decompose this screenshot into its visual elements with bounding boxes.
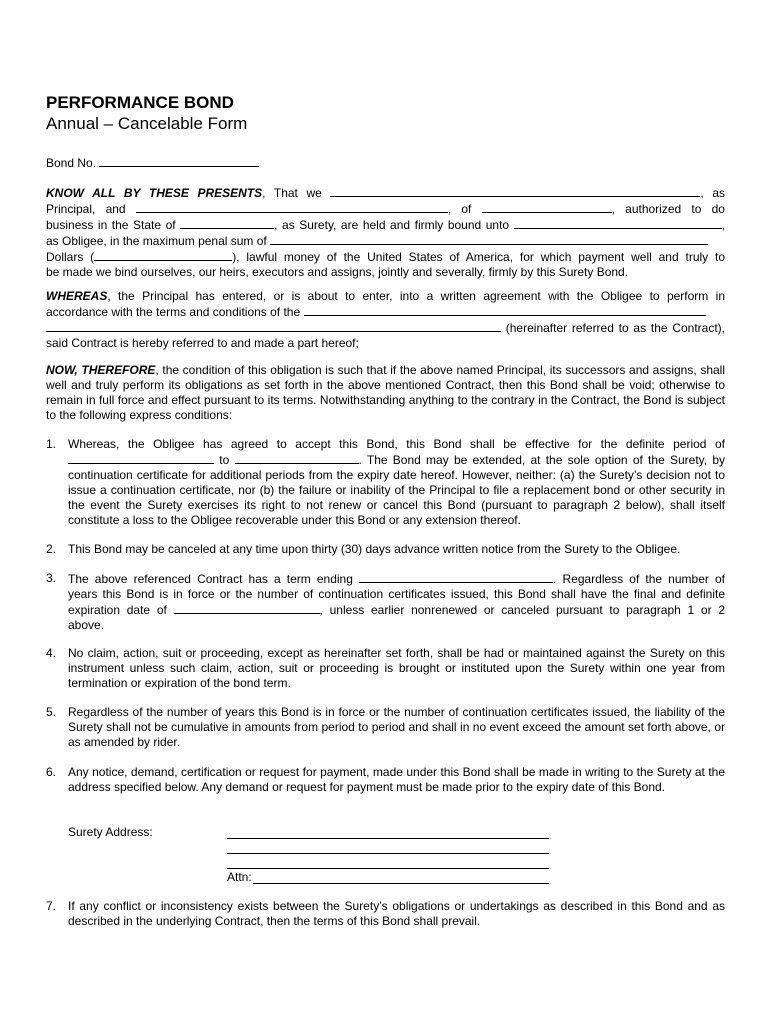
- item-number: 7.: [46, 899, 57, 913]
- know-text-10: Dollars (: [46, 250, 95, 264]
- know-text-9: as Obligee, in the maximum penal sum of: [46, 234, 267, 248]
- expiration-date-field[interactable]: [174, 602, 320, 614]
- item-2-text: This Bond may be canceled at any time upon thirty (30) days advance written notice from the Surety to the Obligee.: [68, 542, 681, 556]
- know-text-8: ,: [721, 218, 725, 232]
- contract-term-end-field[interactable]: [359, 571, 553, 583]
- item-3-text-a: The above referenced Contract has a term ending: [68, 572, 353, 586]
- item-4-text: No claim, action, suit or proceeding, except as hereinafter set forth, shall be had or maintained against the Surety on this instrument unless such claim, action, suit or proceeding is brought or instituted upon the Surety within one year from termination or expiration of the bond term.: [68, 646, 725, 690]
- item-number: 6.: [46, 765, 57, 779]
- bond-number-line: [46, 155, 725, 171]
- surety-address-line-2[interactable]: [227, 841, 549, 854]
- contract-description-field-1[interactable]: [304, 304, 706, 316]
- period-end-field[interactable]: [235, 452, 359, 464]
- whereas-text-2: accordance with the terms and conditions of the: [46, 305, 301, 319]
- whereas-text-3: (hereinafter referred to as the Contract),: [501, 321, 725, 335]
- item-7-text: If any conflict or inconsistency exists between the Surety’s obligations or undertakings as described in this Bond and as described in the underlying Contract, then the terms of this Bond shall prevail.: [68, 899, 725, 928]
- condition-item-6: [46, 765, 725, 795]
- know-all-paragraph: [46, 185, 725, 280]
- item-number: 5.: [46, 705, 57, 719]
- document-subtitle: Annual – Cancelable Form: [46, 114, 248, 133]
- surety-name-field[interactable]: [136, 201, 448, 213]
- surety-address-line-1[interactable]: [227, 826, 549, 839]
- surety-location-field[interactable]: [482, 201, 612, 213]
- whereas-paragraph: [46, 289, 725, 351]
- item-3-text-d: expiration date of: [68, 603, 167, 617]
- condition-item-7: [46, 899, 725, 929]
- now-therefore-text: , the condition of this obligation is such that if the above named Principal, its successors and assigns, shall well and truly perform its obligations as set forth in the above mentioned Contract, then this Bond shall be void; otherwise to remain in full force and effect pursuant to its terms. Notwithstanding anything to the contrary in the Contract, the Bond is subject to the following express conditions:: [46, 363, 726, 422]
- bond-number-label: Bond No.: [46, 156, 97, 170]
- know-text-4: , of: [447, 202, 472, 216]
- know-text-1: , That we: [262, 186, 322, 200]
- principal-name-field[interactable]: [330, 185, 700, 197]
- item-3-text-c: years this Bond is in force or the number of continuation certificates issued, this Bond shall have the final and definite: [68, 587, 725, 601]
- condition-item-1: [46, 437, 725, 528]
- surety-address-line-3[interactable]: [227, 856, 549, 869]
- item-1-text-a: Whereas, the Obligee has agreed to accept this Bond, this Bond shall be effective for the definite period of: [68, 437, 725, 451]
- know-text-7: , as Surety, are held and firmly bound unto: [274, 218, 510, 232]
- item-number: 1.: [46, 437, 57, 451]
- item-1-text-d: continuation certificate for additional periods from the expiry date hereof. However, neither: (a) the Surety’s decision not to issue a continuation certificate, nor (b) the failure or inability of the Principal to file a replacement bond or other security in the event the Surety exercises its right to not renew or cancel this Bond (pursuant to paragraph 2 below), shall itself constitute a loss to the Obligee recoverable under this Bond or any extension thereof.: [68, 468, 725, 527]
- condition-item-5: [46, 705, 725, 750]
- attn-field[interactable]: [253, 871, 549, 884]
- know-all-lead: KNOW ALL BY THESE PRESENTS: [46, 186, 263, 200]
- condition-item-2: [46, 542, 725, 557]
- item-3-text-b: . Regardless of the number of: [553, 572, 725, 586]
- period-start-field[interactable]: [68, 452, 214, 464]
- condition-item-4: [46, 646, 725, 691]
- know-text-11: ), lawful money of the United States of America, for which payment well and truly to: [232, 250, 726, 264]
- state-field[interactable]: [180, 217, 274, 229]
- know-text-12: be made we bind ourselves, our heirs, executors and assigns, jointly and severally, firmly by this Surety Bond.: [46, 265, 629, 279]
- whereas-lead: WHEREAS: [46, 289, 108, 303]
- condition-item-3: [46, 571, 725, 633]
- penal-sum-amount-field[interactable]: [94, 249, 232, 261]
- know-text-6: business in the State of: [46, 218, 176, 232]
- know-text-3: Principal, and: [46, 202, 126, 216]
- item-3-text-e: , unless earlier nonrenewed or canceled pursuant to paragraph 1 or 2: [319, 603, 725, 617]
- penal-sum-words-field[interactable]: [270, 233, 708, 245]
- whereas-text-4: said Contract is hereby referred to and made a part hereof;: [46, 336, 359, 350]
- item-1-text-b: to: [219, 453, 230, 467]
- whereas-text-1: , the Principal has entered, or is about to enter, into a written agreement with the Obligee to perform in: [107, 289, 725, 303]
- item-number: 2.: [46, 542, 57, 556]
- know-text-5: , authorized to do: [611, 202, 725, 216]
- now-therefore-paragraph: [46, 363, 725, 423]
- item-number: 3.: [46, 571, 57, 585]
- know-text-2: , as: [700, 186, 726, 200]
- surety-address-label: Surety Address:: [68, 825, 153, 839]
- item-1-text-c: . The Bond may be extended, at the sole option of the Surety, by: [358, 453, 726, 467]
- now-therefore-lead: NOW, THEREFORE: [46, 363, 156, 377]
- attn-label: Attn:: [227, 870, 252, 884]
- item-number: 4.: [46, 646, 57, 660]
- item-3-text-f: above.: [68, 618, 105, 632]
- bond-number-field[interactable]: [99, 155, 259, 167]
- obligee-name-field[interactable]: [514, 217, 722, 229]
- document-title: PERFORMANCE BOND: [46, 93, 234, 112]
- item-5-text: Regardless of the number of years this Bond is in force or the number of continuation certificates issued, the liability of the Surety shall not be cumulative in amounts from period to period and shall in no event exceed the amount set forth above, or as amended by rider.: [68, 705, 725, 749]
- contract-description-field-2[interactable]: [46, 320, 501, 332]
- item-6-text: Any notice, demand, certification or request for payment, made under this Bond shall be made in writing to the Surety at the address specified below. Any demand or request for payment must be made prior to the expiry date of this Bond.: [68, 765, 725, 794]
